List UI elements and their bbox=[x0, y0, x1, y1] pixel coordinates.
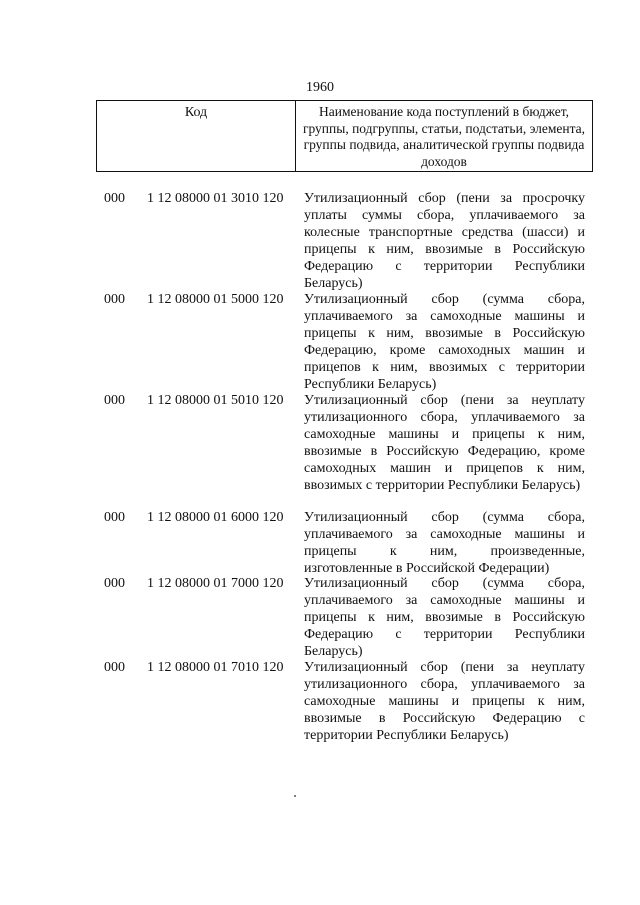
scan-speck bbox=[294, 795, 296, 797]
row-description: Утилизационный сбор (пени за неуплату утилизационного сбора, уплачиваемого за самоходные машины и прицепы к ним, ввозимые в Российскую Федерацию, кроме самоходных машин и прицепов к ним, ввозимых с территории Республики Беларусь) bbox=[304, 393, 585, 493]
header-name-label: Наименование кода поступлений в бюджет, группы, подгруппы, статьи, подстатьи, элемента, группы подвида, аналитической группы подвида доходов bbox=[302, 104, 586, 169]
row-description: Утилизационный сбор (сумма сбора, уплачиваемого за самоходные машины и прицепы к ним, произведенные, изготовленные в Российской Федерации) bbox=[304, 510, 585, 576]
row-income-code: 1 12 08000 01 3010 120 bbox=[147, 191, 284, 206]
row-admin-code: 000 bbox=[104, 510, 125, 525]
row-admin-code: 000 bbox=[104, 191, 125, 206]
row-income-code: 1 12 08000 01 7010 120 bbox=[147, 660, 284, 675]
row-description: Утилизационный сбор (сумма сбора, уплачиваемого за самоходные машины и прицепы к ним, ввозимые в Российскую Федерацию с территории Республики Беларусь) bbox=[304, 576, 585, 659]
row-admin-code: 000 bbox=[104, 576, 125, 591]
row-admin-code: 000 bbox=[104, 660, 125, 675]
row-admin-code: 000 bbox=[104, 292, 125, 307]
page-number: 1960 bbox=[306, 80, 334, 95]
row-description: Утилизационный сбор (пени за неуплату утилизационного сбора, уплачиваемого за самоходные машины и прицепы к ним, ввозимые в Российскую Федерацию с территории Республики Беларусь) bbox=[304, 660, 585, 743]
row-admin-code: 000 bbox=[104, 393, 125, 408]
row-income-code: 1 12 08000 01 7000 120 bbox=[147, 576, 284, 591]
header-code-label: Код bbox=[97, 101, 296, 171]
row-description: Утилизационный сбор (пени за просрочку уплаты суммы сбора, уплачиваемого за колесные транспортные средства (шасси) и прицепы к ним, ввозимые в Российскую Федерацию с территории Республики Беларусь) bbox=[304, 191, 585, 291]
row-income-code: 1 12 08000 01 5010 120 bbox=[147, 393, 284, 408]
row-income-code: 1 12 08000 01 5000 120 bbox=[147, 292, 284, 307]
table-header bbox=[96, 100, 593, 172]
row-income-code: 1 12 08000 01 6000 120 bbox=[147, 510, 284, 525]
row-description: Утилизационный сбор (сумма сбора, уплачиваемого за самоходные машины и прицепы к ним, ввозимые в Российскую Федерацию, кроме самоходных машин и прицепов к ним, ввозимых с территории Республики Беларусь) bbox=[304, 292, 585, 392]
